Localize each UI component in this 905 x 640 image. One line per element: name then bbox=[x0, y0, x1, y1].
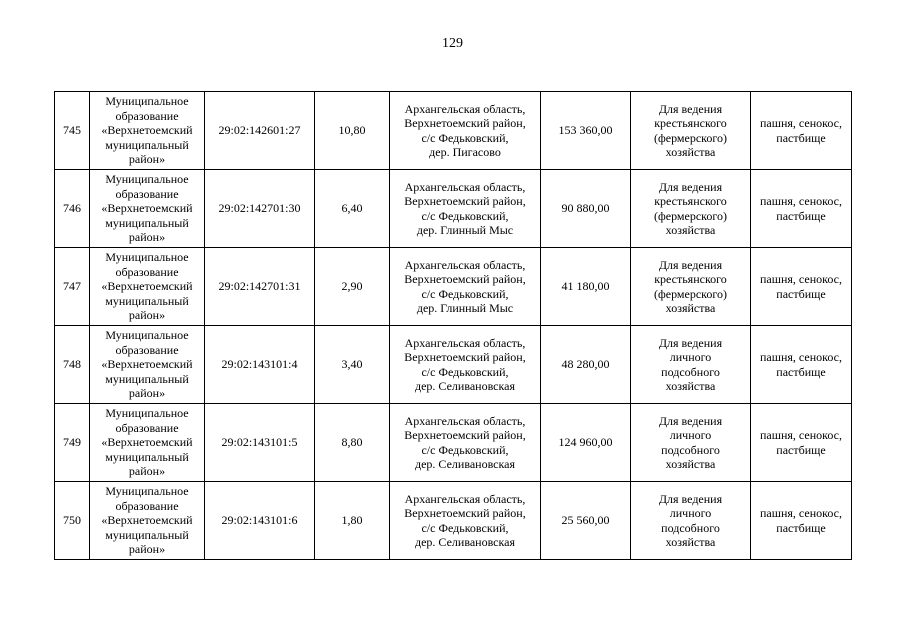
owner-cell: Муниципальное образование «Верхнетоемский муниципальный район» bbox=[90, 326, 205, 404]
cadastral-number-cell: 29:02:142701:30 bbox=[205, 170, 315, 248]
owner-cell: Муниципальное образование «Верхнетоемский муниципальный район» bbox=[90, 482, 205, 560]
cadastral-number-cell: 29:02:143101:5 bbox=[205, 404, 315, 482]
area-cell: 2,90 bbox=[315, 248, 390, 326]
table-row bbox=[55, 404, 852, 482]
table-row bbox=[55, 92, 852, 170]
table-row bbox=[55, 326, 852, 404]
row-number-cell: 749 bbox=[55, 404, 90, 482]
address-cell: Архангельская область, Верхнетоемский район, с/с Федьковский, дер. Селивановская bbox=[390, 482, 541, 560]
cadastral-number-cell: 29:02:143101:6 bbox=[205, 482, 315, 560]
page-number: 129 bbox=[442, 36, 463, 51]
table-row bbox=[55, 248, 852, 326]
land-type-cell: пашня, сенокос, пастбище bbox=[751, 326, 852, 404]
owner-cell: Муниципальное образование «Верхнетоемский муниципальный район» bbox=[90, 404, 205, 482]
land-type-cell: пашня, сенокос, пастбище bbox=[751, 170, 852, 248]
row-number-cell: 747 bbox=[55, 248, 90, 326]
cadastral-value-cell: 124 960,00 bbox=[541, 404, 631, 482]
cadastral-number-cell: 29:02:143101:4 bbox=[205, 326, 315, 404]
cadastral-value-cell: 90 880,00 bbox=[541, 170, 631, 248]
address-cell: Архангельская область, Верхнетоемский район, с/с Федьковский, дер. Селивановская bbox=[390, 326, 541, 404]
area-cell: 8,80 bbox=[315, 404, 390, 482]
permitted-use-cell: Для ведения личного подсобного хозяйства bbox=[631, 482, 751, 560]
address-cell: Архангельская область, Верхнетоемский район, с/с Федьковский, дер. Пигасово bbox=[390, 92, 541, 170]
owner-cell: Муниципальное образование «Верхнетоемский муниципальный район» bbox=[90, 92, 205, 170]
land-type-cell: пашня, сенокос, пастбище bbox=[751, 404, 852, 482]
area-cell: 10,80 bbox=[315, 92, 390, 170]
row-number-cell: 750 bbox=[55, 482, 90, 560]
permitted-use-cell: Для ведения личного подсобного хозяйства bbox=[631, 326, 751, 404]
permitted-use-cell: Для ведения крестьянского (фермерского) хозяйства bbox=[631, 92, 751, 170]
address-cell: Архангельская область, Верхнетоемский район, с/с Федьковский, дер. Глинный Мыс bbox=[390, 170, 541, 248]
cadastral-value-cell: 48 280,00 bbox=[541, 326, 631, 404]
permitted-use-cell: Для ведения личного подсобного хозяйства bbox=[631, 404, 751, 482]
cadastral-number-cell: 29:02:142601:27 bbox=[205, 92, 315, 170]
owner-cell: Муниципальное образование «Верхнетоемский муниципальный район» bbox=[90, 170, 205, 248]
row-number-cell: 745 bbox=[55, 92, 90, 170]
cadastral-value-cell: 153 360,00 bbox=[541, 92, 631, 170]
table-row bbox=[55, 170, 852, 248]
area-cell: 6,40 bbox=[315, 170, 390, 248]
address-cell: Архангельская область, Верхнетоемский район, с/с Федьковский, дер. Селивановская bbox=[390, 404, 541, 482]
land-type-cell: пашня, сенокос, пастбище bbox=[751, 248, 852, 326]
owner-cell: Муниципальное образование «Верхнетоемский муниципальный район» bbox=[90, 248, 205, 326]
land-plots-table bbox=[54, 91, 852, 560]
row-number-cell: 748 bbox=[55, 326, 90, 404]
area-cell: 3,40 bbox=[315, 326, 390, 404]
row-number-cell: 746 bbox=[55, 170, 90, 248]
address-cell: Архангельская область, Верхнетоемский район, с/с Федьковский, дер. Глинный Мыс bbox=[390, 248, 541, 326]
cadastral-value-cell: 41 180,00 bbox=[541, 248, 631, 326]
cadastral-number-cell: 29:02:142701:31 bbox=[205, 248, 315, 326]
permitted-use-cell: Для ведения крестьянского (фермерского) хозяйства bbox=[631, 170, 751, 248]
land-type-cell: пашня, сенокос, пастбище bbox=[751, 482, 852, 560]
permitted-use-cell: Для ведения крестьянского (фермерского) хозяйства bbox=[631, 248, 751, 326]
table-row bbox=[55, 482, 852, 560]
area-cell: 1,80 bbox=[315, 482, 390, 560]
land-type-cell: пашня, сенокос, пастбище bbox=[751, 92, 852, 170]
cadastral-value-cell: 25 560,00 bbox=[541, 482, 631, 560]
